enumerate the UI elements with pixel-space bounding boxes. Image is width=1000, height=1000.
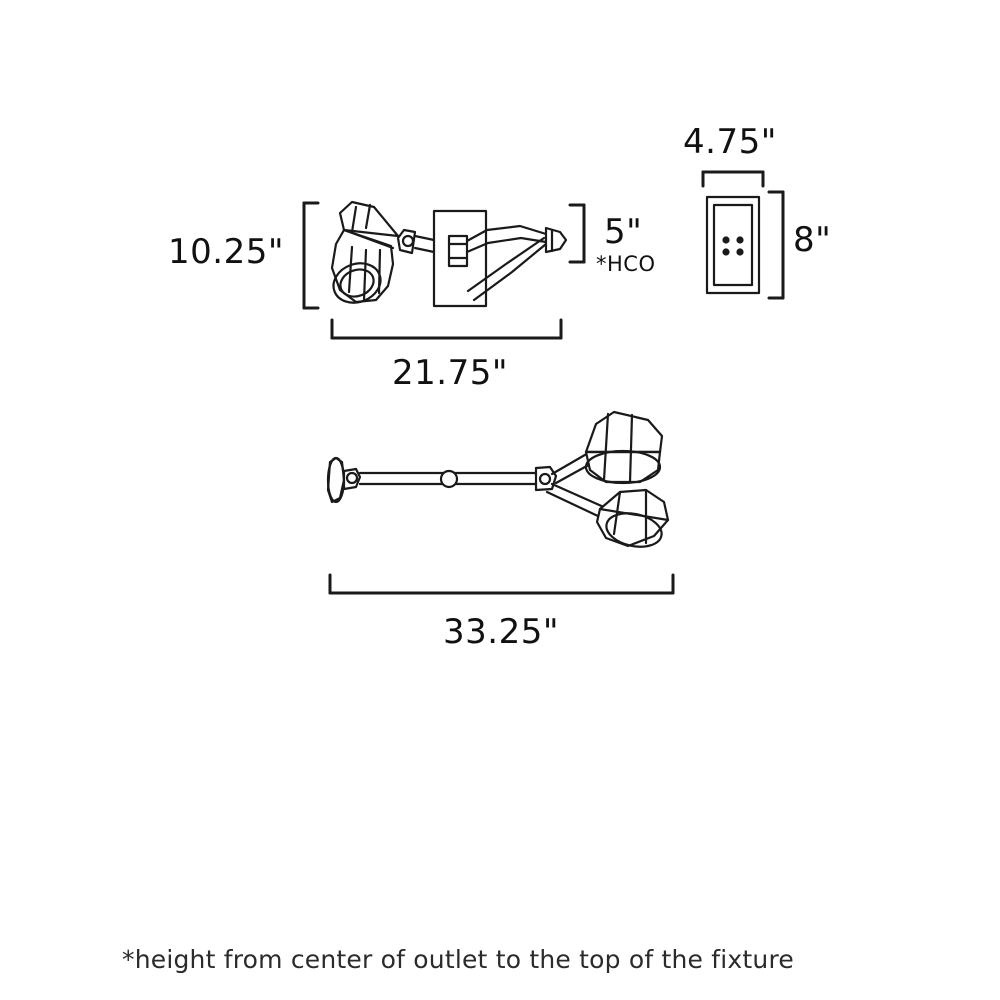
dimension-outlet-note-label: *HCO	[596, 252, 656, 276]
side-elevation-view	[328, 202, 566, 309]
backplate-width-bracket	[703, 172, 763, 186]
outlet-height-bracket	[570, 205, 584, 262]
dimension-projection-label: 21.75"	[392, 353, 508, 393]
dimension-extended-length-label: 33.25"	[443, 612, 559, 652]
dimension-backplate-height-label: 8"	[793, 220, 832, 260]
extended-length-bracket	[330, 575, 673, 593]
dimension-outlet-height-label: 5"	[604, 212, 643, 252]
projection-dimension-bracket	[332, 320, 561, 338]
dimension-backplate-width-label: 4.75"	[683, 122, 777, 162]
height-dimension-bracket	[304, 203, 318, 308]
dimension-height-label: 10.25"	[168, 232, 284, 272]
backplate-front-view	[707, 197, 759, 293]
footnote-text: *height from center of outlet to the top of the fixture	[122, 945, 794, 974]
backplate-height-bracket	[769, 192, 783, 298]
extended-arm-view	[328, 412, 668, 551]
